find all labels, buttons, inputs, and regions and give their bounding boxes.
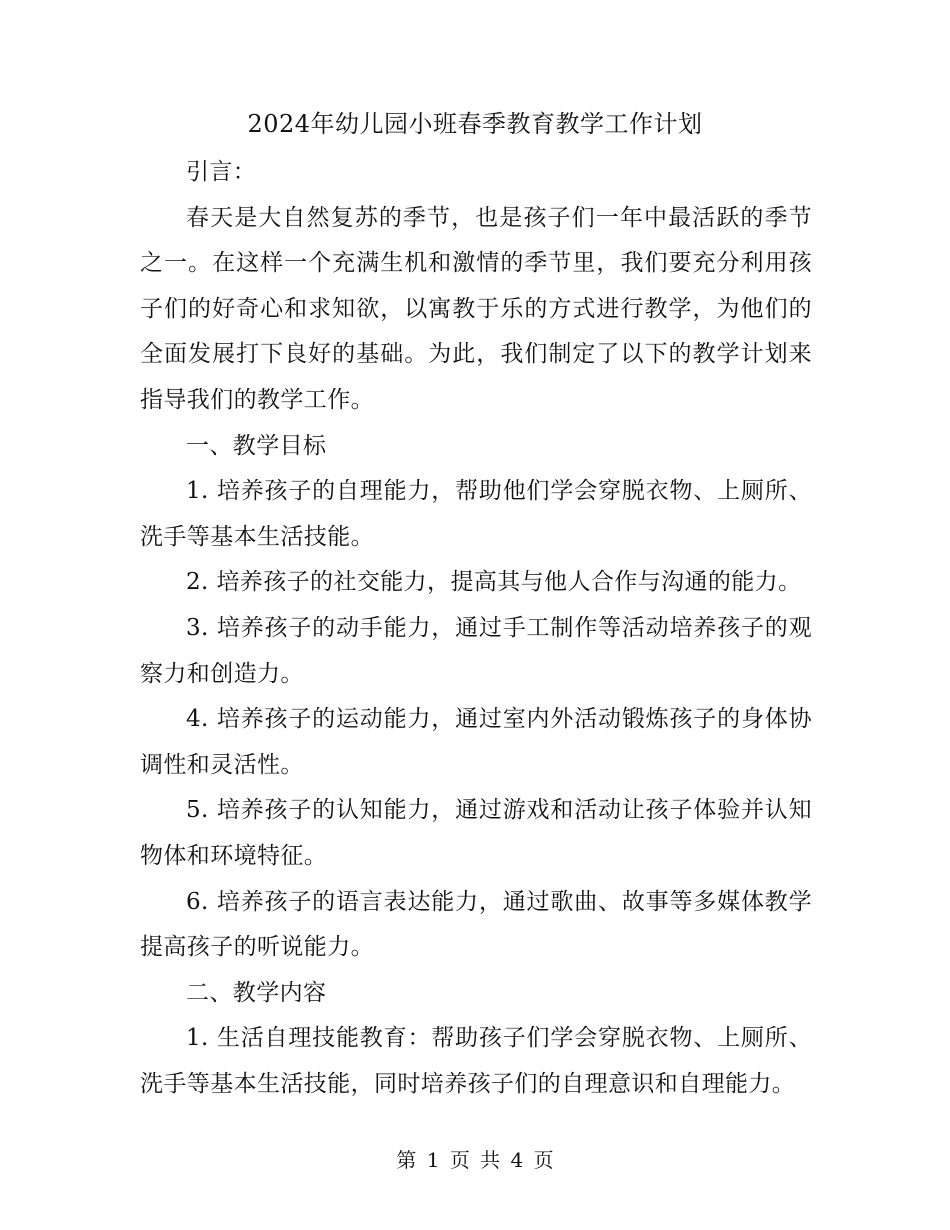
goal-item-1: 1. 培养孩子的自理能力，帮助他们学会穿脱衣物、上厕所、洗手等基本生活技能。 <box>140 478 812 550</box>
section-heading-goals: 一、教学目标 <box>186 432 327 459</box>
goal-item-2: 2. 培养孩子的社交能力，提高其与他人合作与沟通的能力。 <box>186 569 802 596</box>
goal-item-5: 5. 培养孩子的认知能力，通过游戏和活动让孩子体验并认知物体和环境特征。 <box>140 797 812 869</box>
goal-item-6: 6. 培养孩子的语言表达能力，通过歌曲、故事等多媒体教学提高孩子的听说能力。 <box>140 888 812 961</box>
document-title: 2024年幼儿园小班春季教育教学工作计划 <box>247 110 703 138</box>
goal-item-3: 3. 培养孩子的动手能力，通过手工制作等活动培养孩子的观察力和创造力。 <box>140 614 812 687</box>
document-body <box>140 150 812 1107</box>
content-item-1: 1. 生活自理技能教育：帮助孩子们学会穿脱衣物、上厕所、洗手等基本生活技能，同时培养孩子们的自理意识和自理能力。 <box>140 1025 812 1097</box>
intro-paragraph: 春天是大自然复苏的季节，也是孩子们一年中最活跃的季节之一。在这样一个充满生机和激情的季节里，我们要充分利用孩子们的好奇心和求知欲，以寓教于乐的方式进行教学，为他们的全面发展打下良好的基础。为此，我们制定了以下的教学计划来指导我们的教学工作。 <box>140 204 812 413</box>
goal-item-4: 4. 培养孩子的运动能力，通过室内外活动锻炼孩子的身体协调性和灵活性。 <box>140 706 812 778</box>
section-heading-content: 二、教学内容 <box>186 979 327 1006</box>
intro-heading: 引言： <box>186 159 257 185</box>
page-footer: 第 1 页 共 4 页 <box>396 1148 554 1172</box>
